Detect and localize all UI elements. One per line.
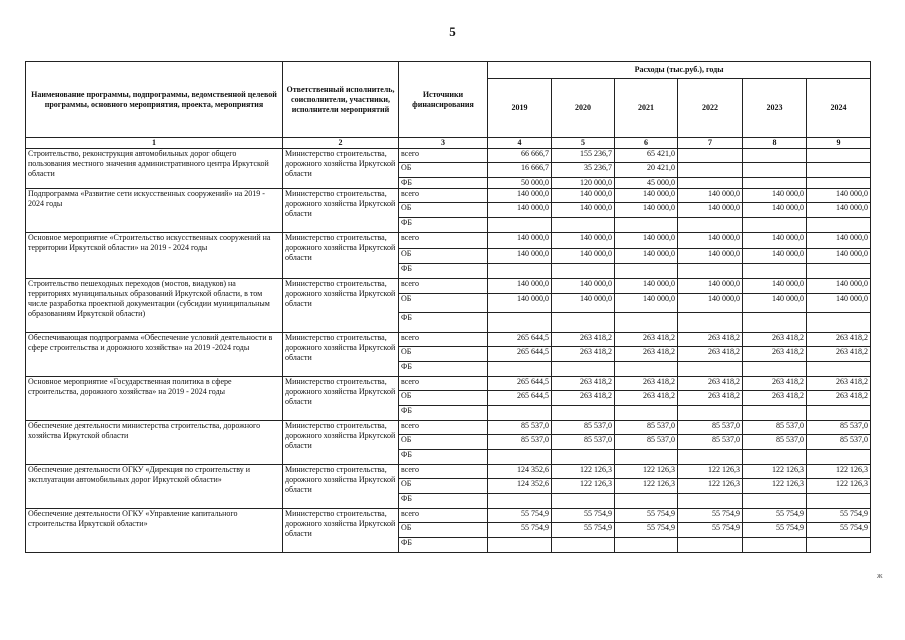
amount-cell: 16 666,7 [488,163,552,178]
amount-cell [552,494,615,509]
amount-cell: 140 000,0 [678,189,743,203]
amount-cell: 55 754,9 [807,509,871,523]
column-number: 6 [615,138,678,149]
source-label-cell: ФБ [399,538,488,553]
amount-cell: 263 418,2 [807,333,871,347]
amount-cell: 140 000,0 [488,233,552,249]
amount-cell [678,163,743,178]
amount-cell [488,538,552,553]
header-year: 2023 [743,79,807,138]
amount-cell [615,538,678,553]
amount-cell [678,406,743,421]
amount-cell: 140 000,0 [488,279,552,294]
responsible-cell: Министерство строительства, дорожного хозяйства Иркутской области [283,149,399,189]
amount-cell [807,362,871,377]
budget-table [25,61,871,553]
amount-cell: 45 000,0 [615,178,678,189]
header-year: 2019 [488,79,552,138]
responsible-cell: Министерство строительства, дорожного хозяйства Иркутской области [283,189,399,233]
amount-cell: 122 126,3 [807,479,871,494]
header-expenses: Расходы (тыс.руб.), годы [488,62,871,79]
table-row [26,333,871,347]
table-row [26,149,871,163]
column-number: 7 [678,138,743,149]
amount-cell: 55 754,9 [615,509,678,523]
amount-cell [678,264,743,279]
amount-cell: 263 418,2 [807,347,871,362]
amount-cell [615,406,678,421]
source-label-cell: всего [399,189,488,203]
amount-cell [615,218,678,233]
amount-cell: 140 000,0 [807,279,871,294]
amount-cell: 20 421,0 [615,163,678,178]
amount-cell: 140 000,0 [678,203,743,218]
amount-cell: 263 418,2 [552,377,615,391]
source-label-cell: всего [399,149,488,163]
table-body [26,149,871,553]
amount-cell: 140 000,0 [552,249,615,264]
amount-cell: 265 644,5 [488,347,552,362]
responsible-cell: Министерство строительства, дорожного хозяйства Иркутской области [283,333,399,377]
amount-cell: 55 754,9 [552,509,615,523]
amount-cell: 85 537,0 [615,435,678,450]
amount-cell: 140 000,0 [743,233,807,249]
amount-cell [552,406,615,421]
header-sources: Источники финансирования [399,62,488,138]
amount-cell: 85 537,0 [552,435,615,450]
amount-cell [743,406,807,421]
amount-cell [552,362,615,377]
table-row [26,509,871,523]
amount-cell: 263 418,2 [615,333,678,347]
amount-cell: 140 000,0 [488,294,552,313]
program-name-cell: Обеспечение деятельности ОГКУ «Управление капитального строительства Иркутской области» [26,509,283,553]
amount-cell: 35 236,7 [552,163,615,178]
table-row [26,189,871,203]
responsible-cell: Министерство строительства, дорожного хозяйства Иркутской области [283,465,399,509]
responsible-cell: Министерство строительства, дорожного хозяйства Иркутской области [283,509,399,553]
amount-cell [743,163,807,178]
amount-cell: 263 418,2 [743,347,807,362]
amount-cell [807,163,871,178]
table-row [26,233,871,249]
amount-cell [488,218,552,233]
amount-cell: 85 537,0 [807,435,871,450]
column-number: 2 [283,138,399,149]
amount-cell: 122 126,3 [615,479,678,494]
amount-cell: 55 754,9 [552,523,615,538]
amount-cell: 263 418,2 [678,391,743,406]
source-label-cell: ОБ [399,203,488,218]
amount-cell: 140 000,0 [615,203,678,218]
program-name-cell: Обеспечение деятельности ОГКУ «Дирекция по строительству и эксплуатации автомобильных дорог Иркутской области» [26,465,283,509]
amount-cell: 263 418,2 [552,333,615,347]
table-row [26,421,871,435]
source-label-cell: ФБ [399,313,488,333]
amount-cell: 140 000,0 [807,294,871,313]
amount-cell: 140 000,0 [743,203,807,218]
amount-cell: 140 000,0 [678,233,743,249]
amount-cell: 140 000,0 [615,189,678,203]
amount-cell [488,362,552,377]
amount-cell [807,313,871,333]
amount-cell: 265 644,5 [488,391,552,406]
program-name-cell: Строительство, реконструкция автомобильных дорог общего пользования местного значения административного центра Иркутской области [26,149,283,189]
source-label-cell: ОБ [399,391,488,406]
amount-cell: 140 000,0 [615,279,678,294]
amount-cell: 140 000,0 [488,203,552,218]
amount-cell: 140 000,0 [743,294,807,313]
header-year: 2021 [615,79,678,138]
amount-cell [615,494,678,509]
amount-cell: 263 418,2 [678,377,743,391]
program-name-cell: Подпрограмма «Развитие сети искусственных сооружений» на 2019 - 2024 годы [26,189,283,233]
amount-cell [678,450,743,465]
source-label-cell: ОБ [399,294,488,313]
amount-cell [743,494,807,509]
amount-cell: 85 537,0 [807,421,871,435]
amount-cell: 55 754,9 [678,509,743,523]
amount-cell [488,264,552,279]
amount-cell: 50 000,0 [488,178,552,189]
amount-cell: 263 418,2 [807,391,871,406]
amount-cell: 85 537,0 [488,435,552,450]
margin-mark: ж [877,571,883,580]
source-label-cell: всего [399,509,488,523]
amount-cell: 140 000,0 [552,189,615,203]
source-label-cell: ФБ [399,362,488,377]
amount-cell [743,313,807,333]
header-program-name: Наименование программы, подпрограммы, ведомственной целевой программы, основного мероприятия, проекта, мероприятия [26,62,283,138]
amount-cell: 265 644,5 [488,377,552,391]
amount-cell: 140 000,0 [678,249,743,264]
source-label-cell: ОБ [399,163,488,178]
amount-cell [807,149,871,163]
amount-cell: 122 126,3 [678,479,743,494]
amount-cell: 263 418,2 [743,377,807,391]
amount-cell: 140 000,0 [743,249,807,264]
source-label-cell: ОБ [399,523,488,538]
amount-cell: 263 418,2 [743,333,807,347]
amount-cell: 85 537,0 [615,421,678,435]
amount-cell: 140 000,0 [615,249,678,264]
source-label-cell: ФБ [399,406,488,421]
responsible-cell: Министерство строительства, дорожного хозяйства Иркутской области [283,377,399,421]
amount-cell [552,264,615,279]
amount-cell: 85 537,0 [488,421,552,435]
page-number: 5 [449,24,456,39]
amount-cell [743,264,807,279]
header-year: 2024 [807,79,871,138]
source-label-cell: всего [399,279,488,294]
source-label-cell: ОБ [399,249,488,264]
source-label-cell: ФБ [399,218,488,233]
amount-cell: 85 537,0 [743,421,807,435]
amount-cell: 263 418,2 [615,391,678,406]
program-name-cell: Строительство пешеходных переходов (мостов, виадуков) на территориях муниципальных образований Иркутской области, в том числе разработка проектной документации (субсидии муниципальным образованиям Иркутской области) [26,279,283,333]
amount-cell: 124 352,6 [488,465,552,479]
amount-cell: 55 754,9 [678,523,743,538]
source-label-cell: ОБ [399,347,488,362]
amount-cell [678,218,743,233]
amount-cell [678,149,743,163]
amount-cell [678,538,743,553]
amount-cell [807,538,871,553]
source-label-cell: ОБ [399,479,488,494]
amount-cell [488,313,552,333]
column-number: 9 [807,138,871,149]
amount-cell [807,494,871,509]
program-name-cell: Основное мероприятие «Государственная политика в сфере строительства, дорожного хозяйства» на 2019 - 2024 годы [26,377,283,421]
amount-cell: 263 418,2 [743,391,807,406]
amount-cell: 140 000,0 [807,189,871,203]
amount-cell [807,450,871,465]
amount-cell: 122 126,3 [678,465,743,479]
amount-cell: 140 000,0 [807,249,871,264]
source-label-cell: всего [399,333,488,347]
amount-cell [615,362,678,377]
amount-cell: 65 421,0 [615,149,678,163]
amount-cell: 140 000,0 [743,279,807,294]
amount-cell [807,406,871,421]
amount-cell: 140 000,0 [678,279,743,294]
amount-cell: 140 000,0 [488,249,552,264]
amount-cell: 263 418,2 [807,377,871,391]
amount-cell: 140 000,0 [552,294,615,313]
amount-cell: 263 418,2 [552,347,615,362]
responsible-cell: Министерство строительства, дорожного хозяйства Иркутской области [283,421,399,465]
header-year: 2020 [552,79,615,138]
amount-cell: 140 000,0 [807,233,871,249]
amount-cell: 85 537,0 [552,421,615,435]
header-year: 2022 [678,79,743,138]
table-row [26,465,871,479]
program-name-cell: Обеспечение деятельности министерства строительства, дорожного хозяйства Иркутской области [26,421,283,465]
source-label-cell: ОБ [399,435,488,450]
amount-cell: 120 000,0 [552,178,615,189]
amount-cell: 55 754,9 [807,523,871,538]
table-row [26,279,871,294]
amount-cell: 55 754,9 [488,523,552,538]
amount-cell: 85 537,0 [678,421,743,435]
amount-cell: 124 352,6 [488,479,552,494]
amount-cell [678,494,743,509]
column-number: 4 [488,138,552,149]
source-label-cell: всего [399,377,488,391]
amount-cell: 263 418,2 [552,391,615,406]
amount-cell: 140 000,0 [615,294,678,313]
amount-cell [743,450,807,465]
amount-cell [488,406,552,421]
amount-cell [743,218,807,233]
source-label-cell: всего [399,465,488,479]
amount-cell: 263 418,2 [678,347,743,362]
amount-cell: 140 000,0 [552,233,615,249]
table-row [26,377,871,391]
amount-cell: 55 754,9 [743,523,807,538]
amount-cell: 140 000,0 [552,279,615,294]
amount-cell [807,264,871,279]
amount-cell [615,313,678,333]
amount-cell: 122 126,3 [743,465,807,479]
amount-cell [488,450,552,465]
amount-cell: 263 418,2 [615,377,678,391]
amount-cell: 66 666,7 [488,149,552,163]
amount-cell: 140 000,0 [488,189,552,203]
amount-cell: 55 754,9 [743,509,807,523]
amount-cell [743,538,807,553]
amount-cell: 55 754,9 [488,509,552,523]
amount-cell [488,494,552,509]
source-label-cell: ФБ [399,450,488,465]
amount-cell [615,264,678,279]
amount-cell: 122 126,3 [743,479,807,494]
source-label-cell: всего [399,233,488,249]
amount-cell [552,538,615,553]
amount-cell [552,450,615,465]
amount-cell: 122 126,3 [807,465,871,479]
responsible-cell: Министерство строительства, дорожного хозяйства Иркутской области [283,279,399,333]
column-number: 5 [552,138,615,149]
amount-cell: 122 126,3 [552,465,615,479]
amount-cell [615,450,678,465]
amount-cell [807,218,871,233]
amount-cell: 55 754,9 [615,523,678,538]
source-label-cell: ФБ [399,264,488,279]
amount-cell [552,313,615,333]
amount-cell [743,149,807,163]
amount-cell: 140 000,0 [615,233,678,249]
amount-cell: 140 000,0 [678,294,743,313]
amount-cell [743,178,807,189]
amount-cell: 263 418,2 [615,347,678,362]
amount-cell: 140 000,0 [807,203,871,218]
amount-cell: 85 537,0 [678,435,743,450]
amount-cell: 85 537,0 [743,435,807,450]
amount-cell: 263 418,2 [678,333,743,347]
header-responsible: Ответственный исполнитель, соисполнители, участники, исполнители мероприятий [283,62,399,138]
column-number: 3 [399,138,488,149]
amount-cell [743,362,807,377]
amount-cell: 140 000,0 [743,189,807,203]
program-name-cell: Основное мероприятие «Строительство искусственных сооружений на территории Иркутской области» на 2019 - 2024 годы [26,233,283,279]
column-number: 1 [26,138,283,149]
amount-cell [678,178,743,189]
source-label-cell: ФБ [399,494,488,509]
amount-cell: 140 000,0 [552,203,615,218]
amount-cell [552,218,615,233]
source-label-cell: ФБ [399,178,488,189]
amount-cell [678,313,743,333]
amount-cell [807,178,871,189]
column-number: 8 [743,138,807,149]
responsible-cell: Министерство строительства, дорожного хозяйства Иркутской области [283,233,399,279]
amount-cell: 122 126,3 [552,479,615,494]
amount-cell: 265 644,5 [488,333,552,347]
program-name-cell: Обеспечивающая подпрограмма «Обеспечение условий деятельности в сфере строительства и дорожного хозяйства» на 2019 -2024 годы [26,333,283,377]
amount-cell: 155 236,7 [552,149,615,163]
source-label-cell: всего [399,421,488,435]
amount-cell [678,362,743,377]
amount-cell: 122 126,3 [615,465,678,479]
